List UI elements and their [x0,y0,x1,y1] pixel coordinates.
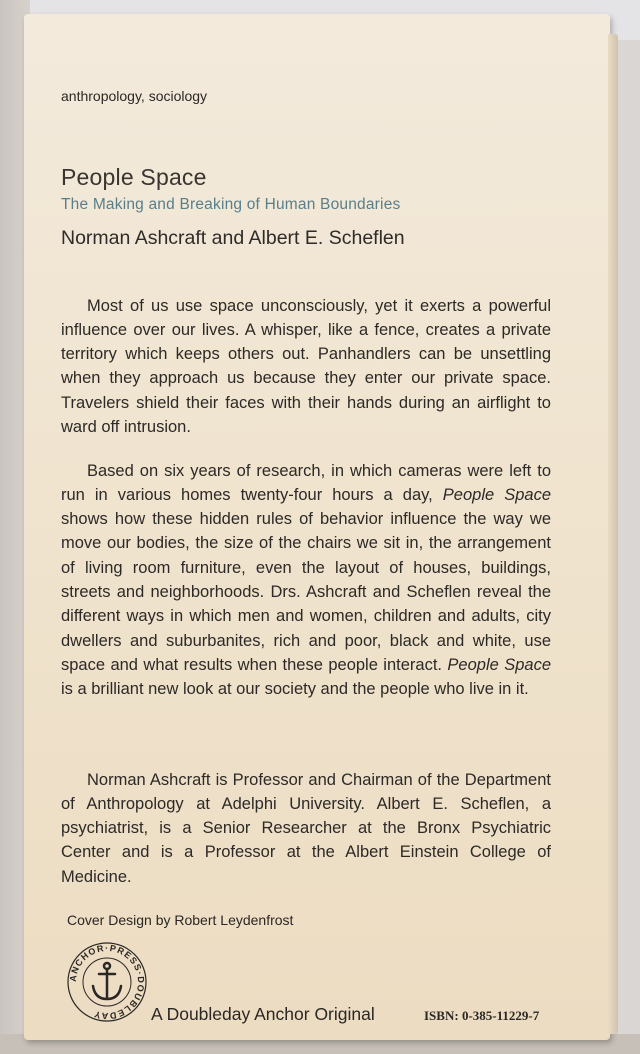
anchor-icon [93,963,121,999]
book-authors: Norman Ashcraft and Albert E. Scheflen [61,227,405,249]
book-subtitle: The Making and Breaking of Human Boundaries [61,196,401,213]
logo-ring-text: ANCHOR·PRESS·DOUBLEDAY [67,942,147,1022]
book-back-cover [24,14,610,1040]
paragraph-2-part-2: shows how these hidden rules of behavior influence the way we move our bodies, the size of the chairs we sit in, the arrangement of living room furniture, even the layout of houses, buildings, streets and neighborhoods. Drs. Ashcraft and Scheflen reveal the different ways in which men and women, children and adults, city dwellers and suburbanites, rich and poor, black and white, use space and what results when these people interact. [61,510,551,674]
edition-note: A Doubleday Anchor Original [151,1004,375,1024]
paragraph-2-part-1: Based on six years of research, in which cameras were left to run in various homes twenty-four hours a day, [61,461,551,504]
paragraph-2-title-italic-2: People Space [447,655,552,674]
book-title: People Space [61,164,207,190]
category-label: anthropology, sociology [61,88,208,104]
author-bio-paragraph: Norman Ashcraft is Professor and Chairman of the Department of Anthropology at Adelphi University. Albert E. Scheflen, a psychiatrist, is a Senior Researcher at the Bronx Psychiatric Center and is a Professor at the Albert Einstein College of Medicine. [61,770,551,886]
paragraph-2-title-italic-1: People Space [442,485,552,504]
anchor-press-logo [66,941,148,1023]
cover-design-credit: Cover Design by Robert Leydenfrost [67,912,294,928]
isbn [424,1008,539,1024]
description-paragraph-1: Most of us use space unconsciously, yet it exerts a powerful influence over our lives. A whisper, like a fence, creates a private territory which keeps others out. Panhandlers can be unsettling when they approach us because they enter our private space. Travelers shield their faces with their hands during an airflight to ward off intrusion. [61,296,551,436]
isbn-value: 0-385-11229-7 [461,1008,540,1023]
paragraph-2-part-3: is a brilliant new look at our society and the people who live in it. [61,680,529,699]
isbn-label: ISBN: [424,1008,459,1023]
description-paragraph-2 [61,459,551,702]
